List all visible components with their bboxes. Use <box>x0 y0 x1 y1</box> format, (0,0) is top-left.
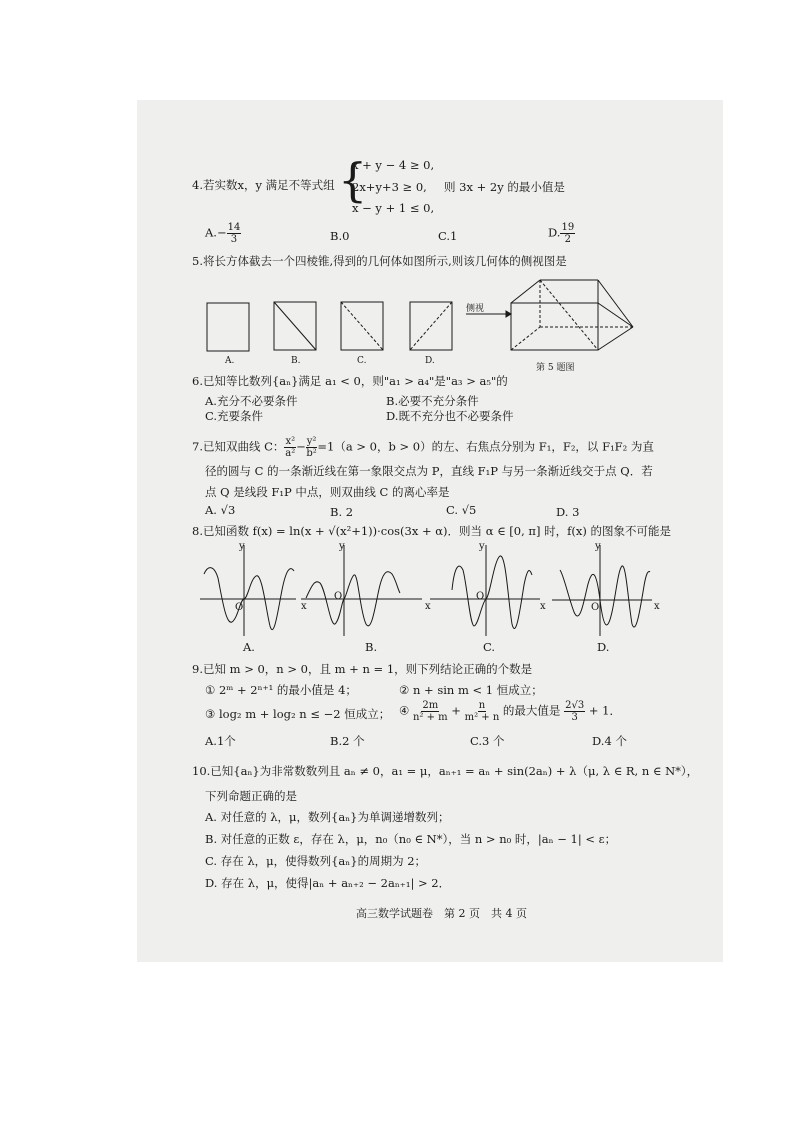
q5-stem: 5.将长方体截去一个四棱锥,得到的几何体如图所示,则该几何体的侧视图是 <box>192 254 567 268</box>
q8-label-c: C. <box>483 640 496 654</box>
q6-option-b: B.必要不充分条件 <box>386 394 479 408</box>
q5-label-d: D. <box>425 356 435 366</box>
q6-stem: 6.已知等比数列{aₙ}满足 a₁ < 0，则"a₁ > a₄"是"a₃ > a₅"的 <box>192 374 508 388</box>
q7-line-3: 点 Q 是线段 F₁P 中点，则双曲线 C 的离心率是 <box>205 485 450 499</box>
q7-option-b: B. 2 <box>330 505 354 519</box>
q4-sys-1: x + y − 4 ≥ 0, <box>352 158 435 172</box>
q9-s4-frac-3-num: 2√3 <box>565 700 585 711</box>
q9-option-c: C.3 个 <box>470 734 505 748</box>
q7-frac-x-num: x² <box>285 436 296 447</box>
q5-label-b: B. <box>291 356 301 366</box>
q9-s4-frac-3-den: 3 <box>571 712 578 723</box>
q7-minus: − <box>296 439 306 454</box>
q8-label-d: D. <box>597 640 610 654</box>
q7-option-a: A. √3 <box>205 503 236 517</box>
q9-s4-frac-1-den: n² + m <box>412 712 448 723</box>
q9-s4-frac-2 <box>465 700 500 723</box>
q10-option-d: D. 存在 λ，μ，使得|aₙ + aₙ₊₂ − 2aₙ₊₁| > 2． <box>205 876 451 890</box>
q8-a-origin: O <box>235 602 244 613</box>
q4-stem-a: 4.若实数 <box>192 178 238 192</box>
q4-stem-c: 则 3x + 2y 的最小值是 <box>444 180 565 194</box>
q4-option-c: C.1 <box>438 229 458 243</box>
q9-statement-2: ② n + sin m < 1 恒成立； <box>399 683 543 697</box>
q8-label-a: A. <box>243 640 255 654</box>
q9-option-d: D.4 个 <box>592 734 627 748</box>
q9-s4-plus: + <box>451 703 461 718</box>
q8-d-curve <box>560 566 650 627</box>
q6-option-a: A.充分不必要条件 <box>205 394 298 408</box>
q4-option-b: B.0 <box>330 229 350 243</box>
q4-brace: { <box>338 153 368 207</box>
q8-d-x-label: x <box>654 601 660 612</box>
q7-line-2: 径的圆与 C 的一条渐近线在第一象限交点为 P，直线 F₁P 与另一条渐近线交于点 Q．若 <box>205 464 653 478</box>
q8-label-b: B. <box>365 640 378 654</box>
q8-b-y-label: y <box>339 541 345 552</box>
q8-d-y-label: y <box>595 541 601 552</box>
q4-sys-3: x − y + 1 ≤ 0, <box>352 201 435 215</box>
q8-b-x-label: x <box>425 601 431 612</box>
q4-stem-b: x，y 满足不等式组 <box>237 178 335 192</box>
q8-a-y-label: y <box>239 541 245 552</box>
q8-c-y-label: y <box>479 541 485 552</box>
q10-option-a: A. 对任意的 λ，μ，数列{aₙ}为单调递增数列； <box>205 810 450 824</box>
q4-option-a-den: 3 <box>230 234 238 245</box>
q6-option-c: C.充要条件 <box>205 409 264 423</box>
q4-option-d-num: 19 <box>561 222 575 233</box>
q9-s4-marker: ④ <box>399 703 410 718</box>
q9-statement-4 <box>399 700 621 723</box>
q8-c-origin: O <box>476 591 485 602</box>
q7-option-c: C. √5 <box>446 503 477 517</box>
q9-s4-frac-2-den: m² + n <box>464 712 500 723</box>
q9-stem: 9.已知 m > 0，n > 0，且 m + n = 1，则下列结论正确的个数是 <box>192 662 533 676</box>
q4-option-d-den: 2 <box>564 234 572 245</box>
q8-stem: 8.已知函数 f(x) = ln(x + √(x²+1))·cos(3x + α)．则当 α ∈ [0, π] 时，f(x) 的图象不可能是 <box>192 524 671 538</box>
q5-label-c: C. <box>357 356 367 366</box>
q8-c-x-label: x <box>540 601 546 612</box>
q8-b-origin: O <box>334 591 343 602</box>
q8-d-origin: O <box>591 602 600 613</box>
q10-option-c: C. 存在 λ，μ，使得数列{aₙ}的周期为 2； <box>205 854 427 868</box>
q6-option-d: D.既不充分也不必要条件 <box>386 409 514 423</box>
q7-stem-b: =1（a > 0，b > 0）的左、右焦点分别为 F₁，F₂，以 F₁F₂ 为直 <box>317 439 654 454</box>
q7-frac-y-den: b² <box>306 448 317 459</box>
q9-s4-frac-1-num: 2m <box>422 700 439 711</box>
q9-s4-tail: + 1． <box>588 703 621 718</box>
q10-stem: 10.已知{aₙ}为非常数数列且 aₙ ≠ 0，a₁ = μ，aₙ₊₁ = aₙ + sin(2aₙ) + λ（μ, λ ∈ R, n ∈ N*）， <box>192 764 699 778</box>
q9-s4-frac-2-num: n <box>478 700 486 711</box>
q8-c-curve <box>452 556 532 629</box>
q9-s4-text: 的最大值是 <box>502 703 561 718</box>
q7-stem-a: 7.已知双曲线 C： <box>192 439 285 454</box>
q9-s4-frac-3 <box>564 700 585 723</box>
q9-option-a: A.1个 <box>205 734 236 748</box>
q7-option-d: D. 3 <box>556 505 580 519</box>
q10-option-b: B. 对任意的正数 ε，存在 λ，μ，n₀（n₀ ∈ N*），当 n > n₀ 时，|aₙ − 1| < ε； <box>205 832 617 846</box>
q10-line-2: 下列命题正确的是 <box>205 789 297 803</box>
q8-a-x-label: x <box>301 601 307 612</box>
q4-option-a-num: 14 <box>227 222 241 233</box>
q9-option-b: B.2 个 <box>330 734 365 748</box>
q4-sys-2: 2x+y+3 ≥ 0, <box>352 180 427 194</box>
page-footer: 高三数学试题卷 第 2 页 共 4 页 <box>356 907 527 920</box>
q9-s4-frac-1 <box>413 700 448 723</box>
q7-frac-x-den: a² <box>285 448 296 459</box>
q4-option-a-prefix: A.− <box>205 225 227 240</box>
q7-frac-y-num: y² <box>306 436 317 447</box>
q4-option-d-prefix: D. <box>548 225 561 240</box>
q5-side-view-label: 侧视 <box>466 304 485 314</box>
q9-statement-1: ① 2ᵐ + 2ⁿ⁺¹ 的最小值是 4； <box>205 683 357 697</box>
q5-fig-caption: 第 5 题图 <box>536 363 575 373</box>
q9-statement-3: ③ log₂ m + log₂ n ≤ −2 恒成立； <box>205 707 391 721</box>
q5-label-a: A. <box>225 356 235 366</box>
